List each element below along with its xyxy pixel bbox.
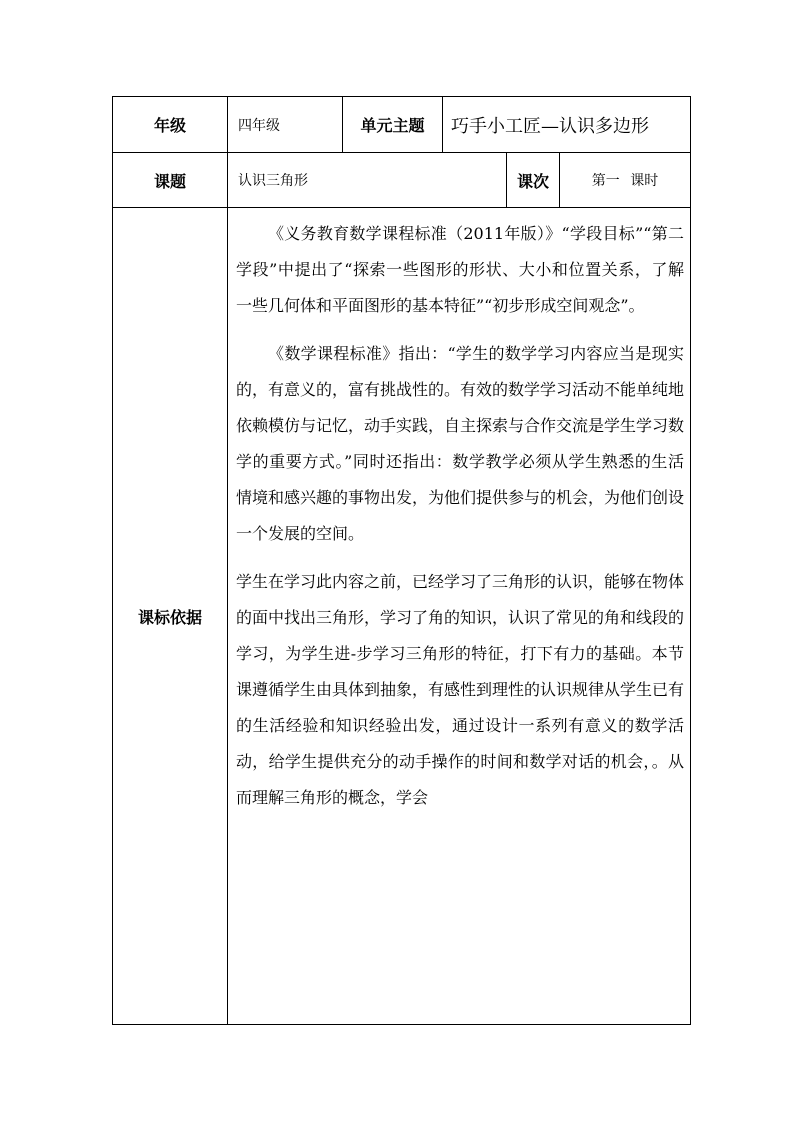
paragraph-student-analysis: 学生在学习此内容之前，已经学习了三角形的认识，能够在物体的面中找出三角形，学习了角的知识，认识了常见的角和线段的学习，为学生进-步学习三角形的特征，打下有力的基础。本节课遵循学生由具体到抽象，有感性到理性的认识规律从学生已有的生活经验和知识经验出发，通过设计一系列有意义的数学活动，给学生提供充分的动手操作的时间和数学对话的机会，。从而理解三角形的概念，学会 [236,572,685,807]
period-value: 第一 课时 [560,153,691,208]
unit-value: 巧手小工匠—认识多边形 [443,97,691,153]
table-row-grade-unit [113,97,691,153]
table-row-basis [113,208,691,1025]
basis-label: 课标依据 [137,607,202,627]
period-label: 课次 [507,153,560,208]
lesson-plan-table [112,96,691,1025]
basis-label-cell [113,208,228,1025]
paragraph-standard-quote: 《数学课程标准》指出：“学生的数学学习内容应当是现实的，有意义的，富有挑战性的。有效的数学学习活动不能单纯地依赖模仿与记忆，动手实践，自主探索与合作交流是学生学习数学的重要方式。”同时还指出：数学教学必须从学生熟悉的生活情境和感兴趣的事物出发，为他们提供参与的机会，为他们创设一个发展的空间。 [236,344,685,543]
topic-value: 认识三角形 [228,153,507,208]
basis-content [228,208,691,1025]
unit-label: 单元主题 [343,97,443,153]
topic-label: 课题 [113,153,228,208]
grade-label: 年级 [113,97,228,153]
grade-value: 四年级 [228,97,343,153]
table-row-topic-period [113,153,691,208]
paragraph-curriculum-goal: 《义务教育数学课程标准（2011年版）》“学段目标”“第二学段”中提出了“探索一些图形的形状、大小和位置关系，了解一些几何体和平面图形的基本特征”“初步形成空间观念”。 [236,224,684,315]
